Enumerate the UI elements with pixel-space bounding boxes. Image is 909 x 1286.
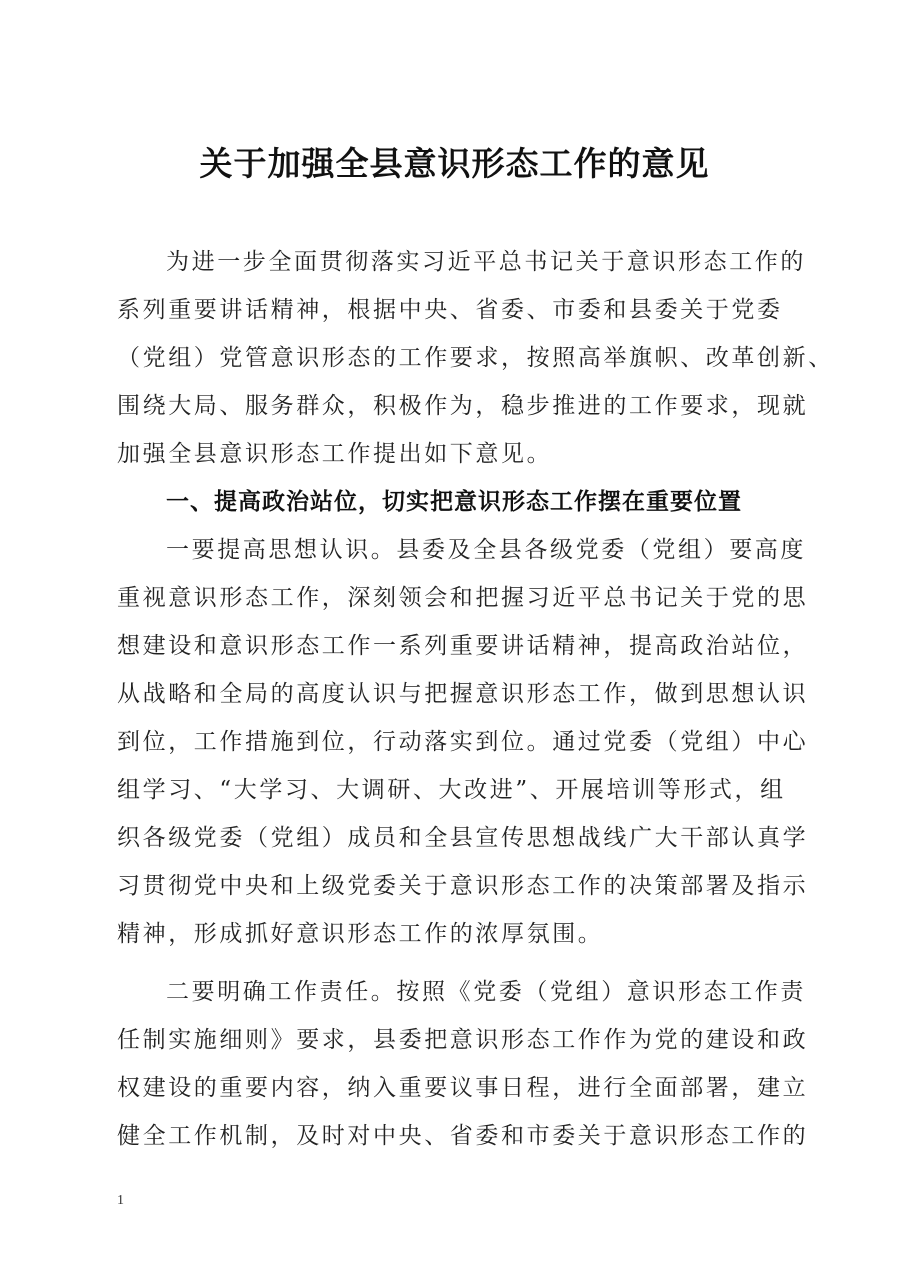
paragraph-2 <box>117 968 809 1160</box>
paragraph-line: 为进一步全面贯彻落实习近平总书记关于意识形态工作的 <box>166 249 806 275</box>
paragraph-line: 一要提高思想认识。县委及全县各级党委（党组）要高度 <box>166 537 806 563</box>
paragraph-line: 二要明确工作责任。按照《党委（党组）意识形态工作责 <box>166 979 806 1005</box>
paragraph-line: 到位，工作措施到位，行动落实到位。通过党委（党组）中心 <box>117 729 809 755</box>
document-title: 关于加强全县意识形态工作的意见 <box>199 144 710 183</box>
paragraph-line: 围绕大局、服务群众，积极作为，稳步推进的工作要求，现就 <box>117 393 809 419</box>
paragraph-line: 重视意识形态工作，深刻领会和把握习近平总书记关于党的思 <box>117 585 809 611</box>
paragraph-line: 组学习、“大学习、大调研、大改进”、开展培训等形式，组 <box>117 777 786 803</box>
paragraph-line: 健全工作机制，及时对中央、省委和市委关于意识形态工作的 <box>117 1123 809 1149</box>
paragraph-line: 精神，形成抓好意识形态工作的浓厚氛围。 <box>117 921 604 947</box>
document-body <box>117 238 834 1160</box>
paragraph-line: 加强全县意识形态工作提出如下意见。 <box>117 441 553 467</box>
intro-paragraph <box>117 238 834 478</box>
page-number: 1 <box>117 1193 124 1208</box>
paragraph-line: 任制实施细则》要求，县委把意识形态工作作为党的建设和政 <box>117 1027 809 1053</box>
paragraph-line: 想建设和意识形态工作一系列重要讲话精神，提高政治站位， <box>117 633 809 659</box>
section-heading: 一、提高政治站位，切实把意识形态工作摆在重要位置 <box>166 489 742 515</box>
paragraph-line: 权建设的重要内容，纳入重要议事日程，进行全面部署，建立 <box>117 1075 809 1101</box>
paragraph-line: 习贯彻党中央和上级党委关于意识形态工作的决策部署及指示 <box>117 873 809 899</box>
paragraph-line: （党组）党管意识形态的工作要求，按照高举旗帜、改革创新、 <box>117 345 834 371</box>
paragraph-line: 织各级党委（党组）成员和全县宣传思想战线广大干部认真学 <box>117 825 809 851</box>
paragraph-1 <box>117 526 809 958</box>
paragraph-gap <box>117 958 797 968</box>
paragraph-line: 系列重要讲话精神，根据中央、省委、市委和县委关于党委 <box>117 297 783 323</box>
paragraph-line: 从战略和全局的高度认识与把握意识形态工作，做到思想认识 <box>117 681 809 707</box>
